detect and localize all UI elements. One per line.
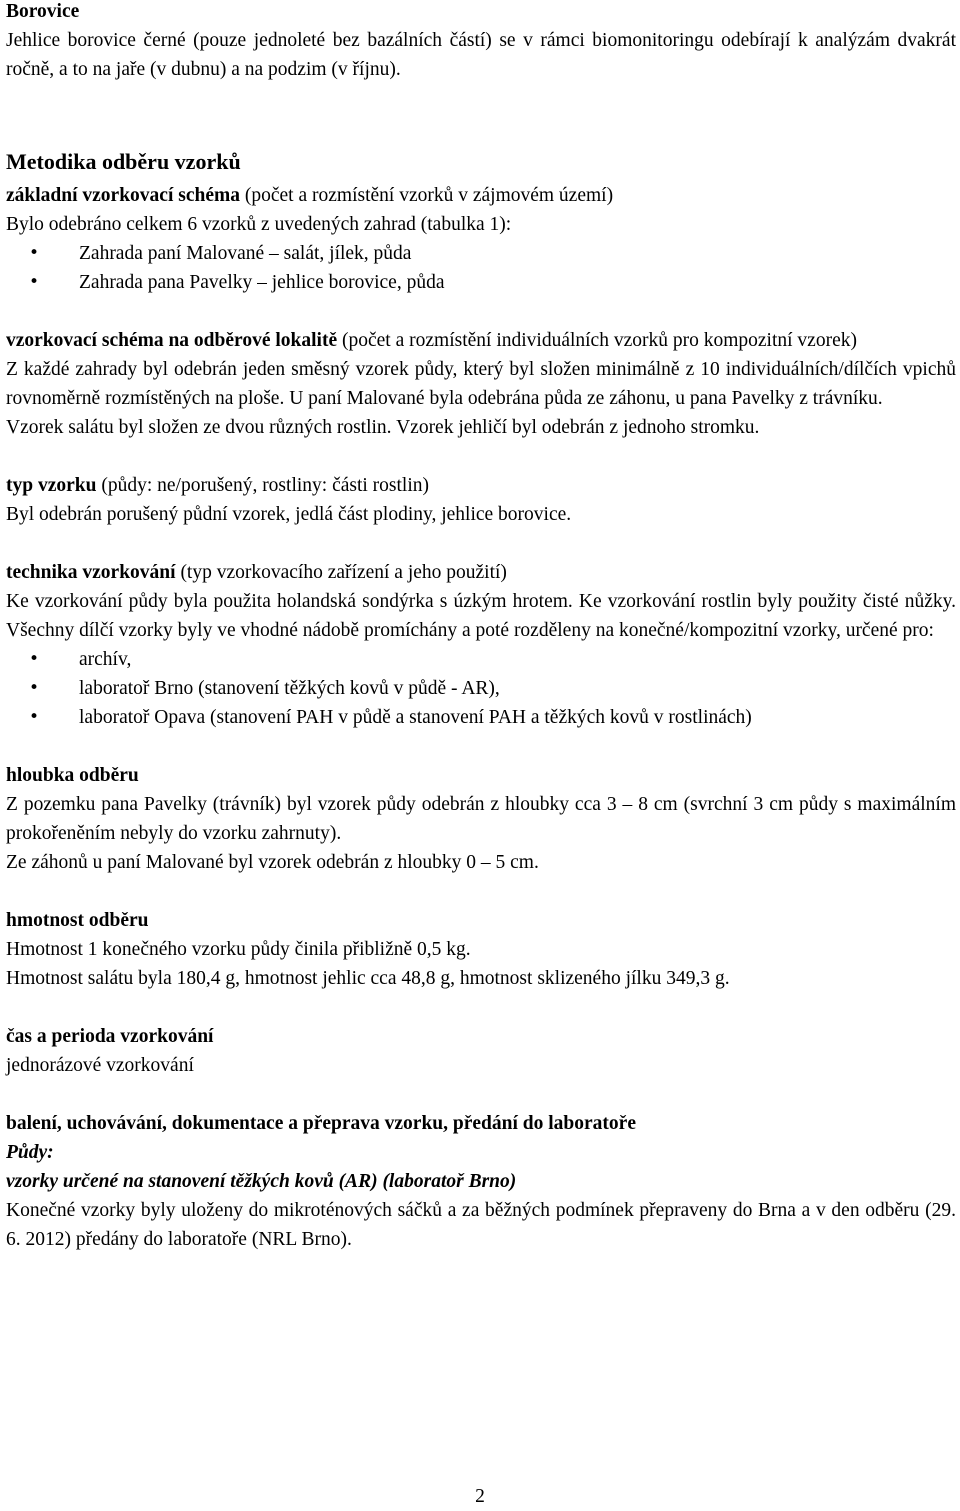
packing-text: Konečné vzorky byly uloženy do mikroténových sáčků a za běžných podmínek přepraveny do Brna a v den odběru (29. 6. 2012) předány do laboratoře (NRL Brno). — [6, 1200, 956, 1250]
list-item: • laboratoř Brno (stanovení těžkých kovů v půdě - AR), — [6, 674, 956, 703]
list-item: • archív, — [6, 645, 956, 674]
scheme-heading: základní vzorkovací schéma — [6, 185, 240, 206]
list-item: • Zahrada paní Malované – salát, jílek, půda — [6, 239, 956, 268]
sample-type-heading-line — [6, 471, 956, 500]
scheme-text: Bylo odebráno celkem 6 vzorků z uvedených zahrad (tabulka 1): — [6, 214, 512, 235]
list-item: • Zahrada pana Pavelky – jehlice borovice, půda — [6, 268, 956, 297]
period-text: jednorázové vzorkování — [6, 1055, 194, 1076]
technique-text: Ke vzorkování půdy byla použita holandská sondýrka s úzkým hrotem. Ke vzorkování rostlin byly použity čisté nůžky. Všechny dílčí vzorky byly ve vhodné nádobě promíchány a poté rozděleny na konečné/kompozitní vzorky, určené pro: — [6, 591, 956, 641]
section-title: Borovice — [6, 1, 80, 22]
soils-label: Půdy: — [6, 1142, 54, 1163]
scheme-heading-note: (počet a rozmístění vzorků v zájmovém území) — [240, 185, 614, 206]
locality-text-1: Z každé zahrady byl odebrán jeden směsný vzorek půdy, který byl složen minimálně z 10 individuálních/dílčích vpichů rovnoměrně rozmístěných na ploše. U paní Malované byla odebrána půda ze záhonu, u pana Pavelky z trávníku. — [6, 359, 956, 409]
locality-heading: vzorkovací schéma na odběrové lokalitě — [6, 330, 338, 351]
garden-list — [6, 239, 956, 297]
mass-text-1: Hmotnost 1 konečného vzorku půdy činila přibližně 0,5 kg. — [6, 939, 471, 960]
sample-type-heading-note: (půdy: ne/porušený, rostliny: části rostlin) — [96, 475, 430, 496]
method-title: Metodika odběru vzorků — [6, 149, 241, 174]
packing-heading: balení, uchovávání, dokumentace a přeprava vzorku, předání do laboratoře — [6, 1113, 636, 1134]
locality-text-2: Vzorek salátu byl složen ze dvou různých rostlin. Vzorek jehličí byl odebrán z jednoho stromku. — [6, 417, 760, 438]
technique-heading-line — [6, 558, 956, 587]
sample-type-text: Byl odebrán porušený půdní vzorek, jedlá část plodiny, jehlice borovice. — [6, 504, 572, 525]
depth-text-1: Z pozemku pana Pavelky (trávník) byl vzorek půdy odebrán z hloubky cca 3 – 8 cm (svrchní 3 cm půdy s maximálním prokořeněním nebyly do vzorku zahrnuty). — [6, 794, 956, 844]
locality-heading-note: (počet a rozmístění individuálních vzorků pro kompozitní vzorek) — [337, 330, 857, 351]
mass-heading: hmotnost odběru — [6, 910, 149, 931]
list-item: • laboratoř Opava (stanovení PAH v půdě a stanovení PAH a těžkých kovů v rostlinách) — [6, 703, 956, 732]
technique-heading: technika vzorkování — [6, 562, 176, 583]
page-number: 2 — [475, 1486, 485, 1507]
scheme-heading-line — [6, 181, 956, 210]
document-body — [6, 0, 956, 1254]
depth-text-2: Ze záhonů u paní Malované byl vzorek odebrán z hloubky 0 – 5 cm. — [6, 852, 539, 873]
packing-subheading: vzorky určené na stanovení těžkých kovů (AR) (laboratoř Brno) — [6, 1171, 517, 1192]
destination-list — [6, 645, 956, 732]
locality-heading-line — [6, 326, 956, 355]
sample-type-heading: typ vzorku — [6, 475, 97, 496]
mass-text-2: Hmotnost salátu byla 180,4 g, hmotnost jehlic cca 48,8 g, hmotnost sklizeného jílku 349,3 g. — [6, 968, 730, 989]
period-heading: čas a perioda vzorkování — [6, 1026, 214, 1047]
intro-paragraph: Jehlice borovice černé (pouze jednoleté bez bazálních částí) se v rámci biomonitoringu odebírají k analýzám dvakrát ročně, a to na jaře (v dubnu) a na podzim (v říjnu). — [6, 30, 956, 80]
depth-heading: hloubka odběru — [6, 765, 139, 786]
technique-heading-note: (typ vzorkovacího zařízení a jeho použití) — [175, 562, 507, 583]
